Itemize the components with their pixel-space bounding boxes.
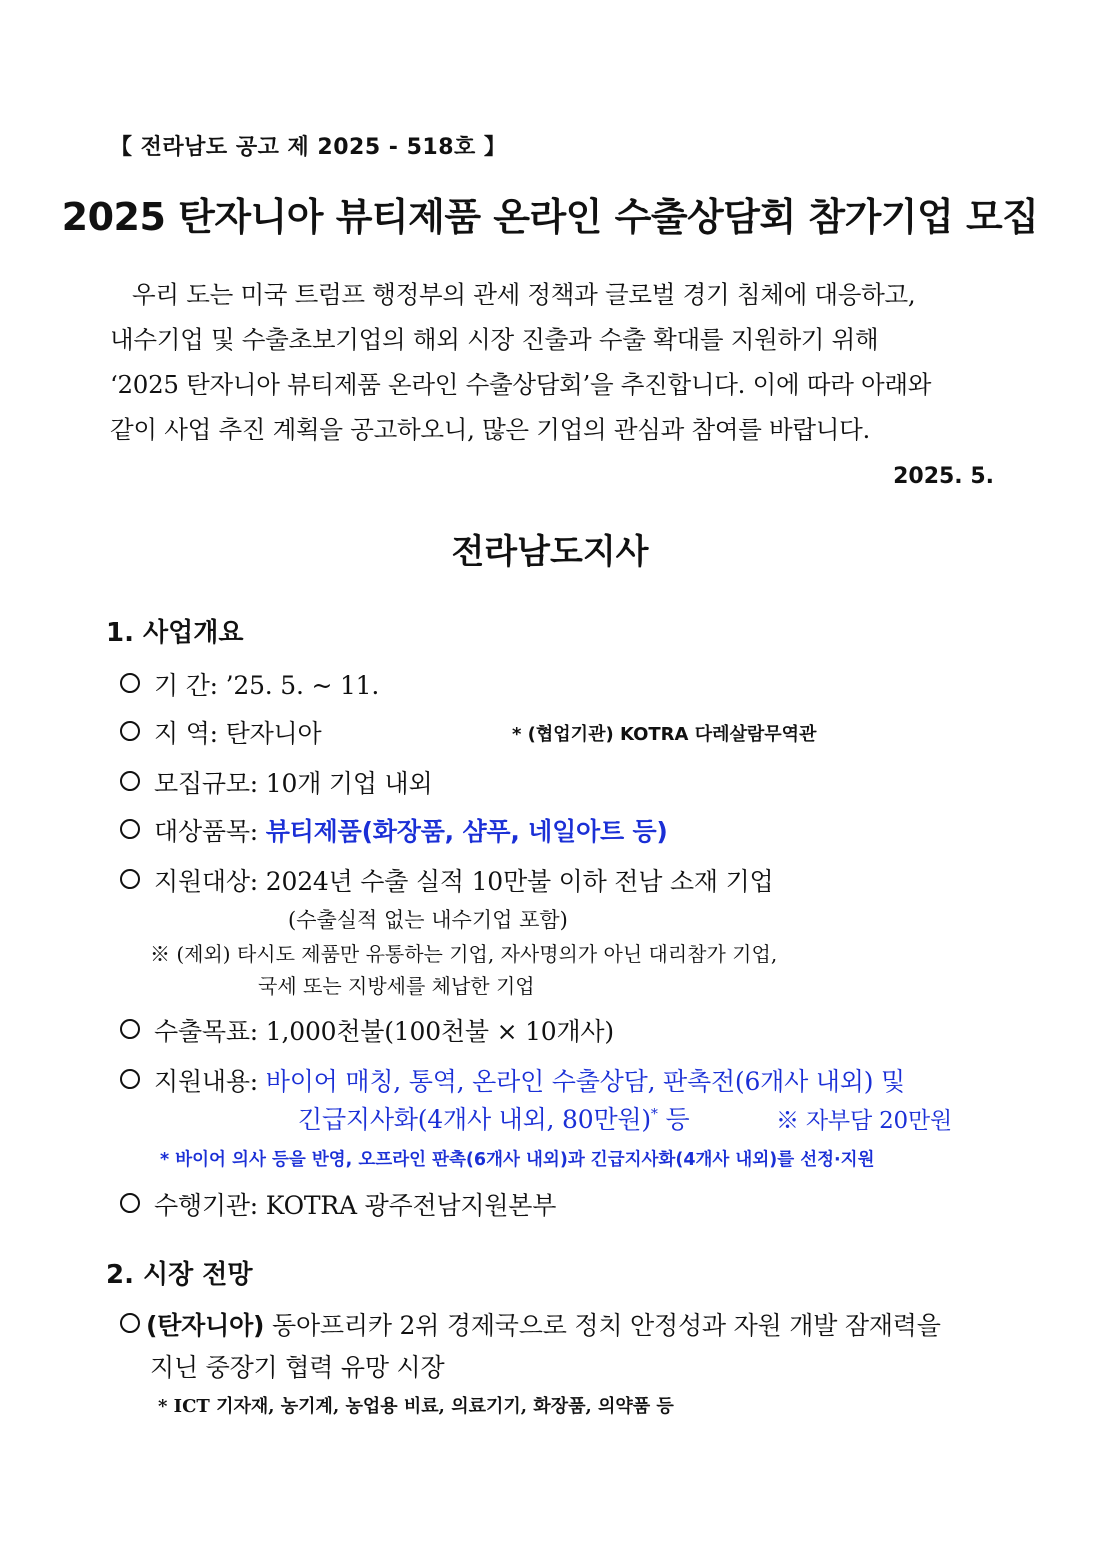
- intro-paragraph: [110, 272, 998, 452]
- circle-bullet-icon: [120, 771, 140, 791]
- exclusion-note-cont: 국세 또는 지방세를 체납한 기업: [258, 974, 535, 998]
- section-heading-market: 2. 시장 전망: [106, 1260, 253, 1290]
- period-value: ’25. 5. ~ 11.: [225, 671, 380, 700]
- overview-period: [120, 666, 379, 702]
- tanzania-label: (탄자니아): [146, 1311, 265, 1340]
- overview-scale: [120, 764, 432, 800]
- overview-agency: [120, 1186, 556, 1222]
- section-heading-overview: 1. 사업개요: [106, 618, 244, 648]
- support-suffix: 등: [657, 1105, 690, 1134]
- support-value-line2: 긴급지사화(4개사 내외, 80만원): [298, 1105, 651, 1134]
- circle-bullet-icon: [120, 1069, 140, 1089]
- circle-bullet-icon: [120, 1193, 140, 1213]
- intro-line: 같이 사업 추진 계획을 공고하오니, 많은 기업의 관심과 참여를 바랍니다.: [110, 415, 871, 444]
- items-value: 뷰티제품(화장품, 샴푸, 네일아트 등): [265, 817, 668, 846]
- support-value: 바이어 매칭, 통역, 온라인 수출상담, 판촉전(6개사 내외) 및: [265, 1067, 905, 1096]
- circle-bullet-icon: [120, 721, 140, 741]
- support-label: 지원내용:: [154, 1067, 259, 1096]
- overview-region: [120, 714, 321, 750]
- tanzania-desc-cont: 지닌 중장기 협력 유망 시장: [150, 1353, 445, 1382]
- issuer-name: 전라남도지사: [451, 532, 649, 572]
- circle-bullet-icon: [120, 673, 140, 693]
- overview-target: [120, 862, 774, 898]
- tanzania-desc: 동아프리카 2위 경제국으로 정치 안정성과 자원 개발 잠재력을: [264, 1311, 941, 1340]
- tanzania-footnote: * ICT 기자재, 농기계, 농업용 비료, 의료기기, 화장품, 의약품 등: [158, 1396, 674, 1417]
- self-payment-note: ※ 자부담 20만원: [776, 1108, 952, 1134]
- agency-value: KOTRA 광주전남지원본부: [265, 1191, 557, 1220]
- period-label: 기 간:: [154, 671, 218, 700]
- region-partner-note: * (협업기관) KOTRA 다레살람무역관: [512, 724, 817, 745]
- overview-items: [120, 812, 668, 848]
- exclusion-note: ※ (제외) 타시도 제품만 유통하는 기업, 자사명의가 아닌 대리참가 기업,: [150, 942, 778, 966]
- region-label: 지 역:: [154, 719, 218, 748]
- intro-line: 내수기업 및 수출초보기업의 해외 시장 진출과 수출 확대를 지원하기 위해: [110, 325, 879, 354]
- support-value-cont: [298, 1100, 689, 1136]
- notice-number: 【 전라남도 공고 제 2025 - 518호 】: [110, 135, 507, 160]
- target-label: 지원대상:: [154, 867, 259, 896]
- support-footnote: * 바이어 의사 등을 반영, 오프라인 판촉(6개사 내외)과 긴급지사화(4개사 내외)를 선정·지원: [160, 1150, 875, 1170]
- overview-support: [120, 1062, 905, 1098]
- intro-line: ‘2025 탄자니아 뷰티제품 온라인 수출상담회’을 추진합니다. 이에 따라 아래와: [110, 370, 932, 399]
- overview-goal: [120, 1012, 614, 1048]
- market-tanzania: [120, 1306, 941, 1342]
- scale-label: 모집규모:: [154, 769, 259, 798]
- intro-line: 우리 도는 미국 트럼프 행정부의 관세 정책과 글로벌 경기 침체에 대응하고,: [132, 280, 916, 309]
- footnote-marker: *: [650, 1106, 658, 1123]
- target-value: 2024년 수출 실적 10만불 이하 전남 소재 기업: [265, 867, 774, 896]
- circle-bullet-icon: [120, 1313, 140, 1333]
- circle-bullet-icon: [120, 1019, 140, 1039]
- region-value: 탄자니아: [225, 719, 322, 748]
- target-subnote: (수출실적 없는 내수기업 포함): [288, 908, 568, 932]
- scale-value: 10개 기업 내외: [265, 769, 433, 798]
- circle-bullet-icon: [120, 869, 140, 889]
- goal-label: 수출목표:: [154, 1017, 259, 1046]
- page-title: 2025 탄자니아 뷰티제품 온라인 수출상담회 참가기업 모집: [61, 195, 1039, 239]
- agency-label: 수행기관:: [154, 1191, 259, 1220]
- items-label: 대상품목:: [154, 817, 259, 846]
- announcement-date: 2025. 5.: [893, 464, 994, 489]
- circle-bullet-icon: [120, 819, 140, 839]
- goal-value: 1,000천불(100천불 × 10개사): [265, 1017, 614, 1046]
